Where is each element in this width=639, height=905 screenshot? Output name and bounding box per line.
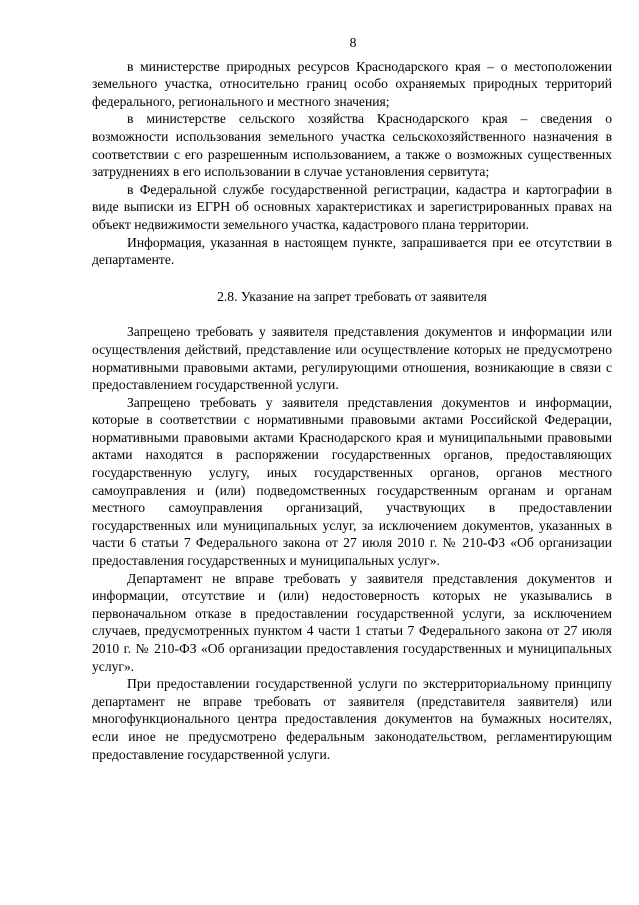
paragraph-ministry-natural-resources: в министерстве природных ресурсов Краснодарского края – о местоположении земельного участка, относительно границ особо охраняемых природных территорий федерального, регионального и местного значения; [92, 58, 612, 109]
paragraph-information-request: Информация, указанная в настоящем пункте, запрашивается при ее отсутствии в департаменте. [92, 234, 612, 268]
paragraph-prohibition-documents: Запрещено требовать у заявителя представления документов и информации, которые в соответствии с нормативными правовыми актами Российской Федерации, нормативными правовыми актами Краснодарского края и муниципальными правовыми актами находятся в распоряжении государственных органов, предоставляющих государственную услугу, иных государственных органов, органов местного самоуправления и (или) подведомственных государственным органам и органам местного самоуправления организаций, участвующих в предоставлении государственных или муниципальных услуг, за исключением документов, указанных в части 6 статьи 7 Федерального закона от 27 июля 2010 г. № 210-ФЗ «Об организации предоставления государственных и муниципальных услуг». [92, 394, 612, 569]
paragraph-federal-registration-service: в Федеральной службе государственной регистрации, кадастра и картографии в виде выписки из ЕГРН об основных характеристиках и зарегистрированных правах на объект недвижимости земельного участка, кадастрового плана территории. [92, 181, 612, 232]
document-page [92, 34, 612, 763]
paragraph-extraterritorial-principle: При предоставлении государственной услуги по экстерриториальному принципу департамент не вправе требовать от заявителя (представителя заявителя) или многофункционального центра предоставления документов на бумажных носителях, если иное не предусмотрено федеральным законодательством, регламентирующим предоставление государственной услуги. [92, 676, 612, 762]
paragraph-department-restriction: Департамент не вправе требовать у заявителя представления документов и информации, отсутствие и (или) недостоверность которых не указывались в первоначальном отказе в предоставлении государственной услуги, за исключением случаев, предусмотренных пунктом 4 части 1 статьи 7 Федерального закона от 27 июля 2010 г. № 210-ФЗ «Об организации предоставления государственных и муниципальных услуг». [92, 570, 612, 674]
section-heading: 2.8. Указание на запрет требовать от заявителя [217, 288, 487, 304]
paragraph-prohibition-actions: Запрещено требовать у заявителя представления документов и информации или осуществления действий, представление или осуществление которых не предусмотрено нормативными правовыми актами, регулирующими отношения, возникающие в связи с предоставлением государственной услуги. [92, 324, 612, 393]
page-number: 8 [349, 35, 357, 50]
paragraph-ministry-agriculture: в министерстве сельского хозяйства Краснодарского края – сведения о возможности использования земельного участка сельскохозяйственного назначения в соответствии с его разрешенным использованием, а также о возможных существенных затруднениях в его использовании в случае установления сервитута; [92, 111, 612, 180]
